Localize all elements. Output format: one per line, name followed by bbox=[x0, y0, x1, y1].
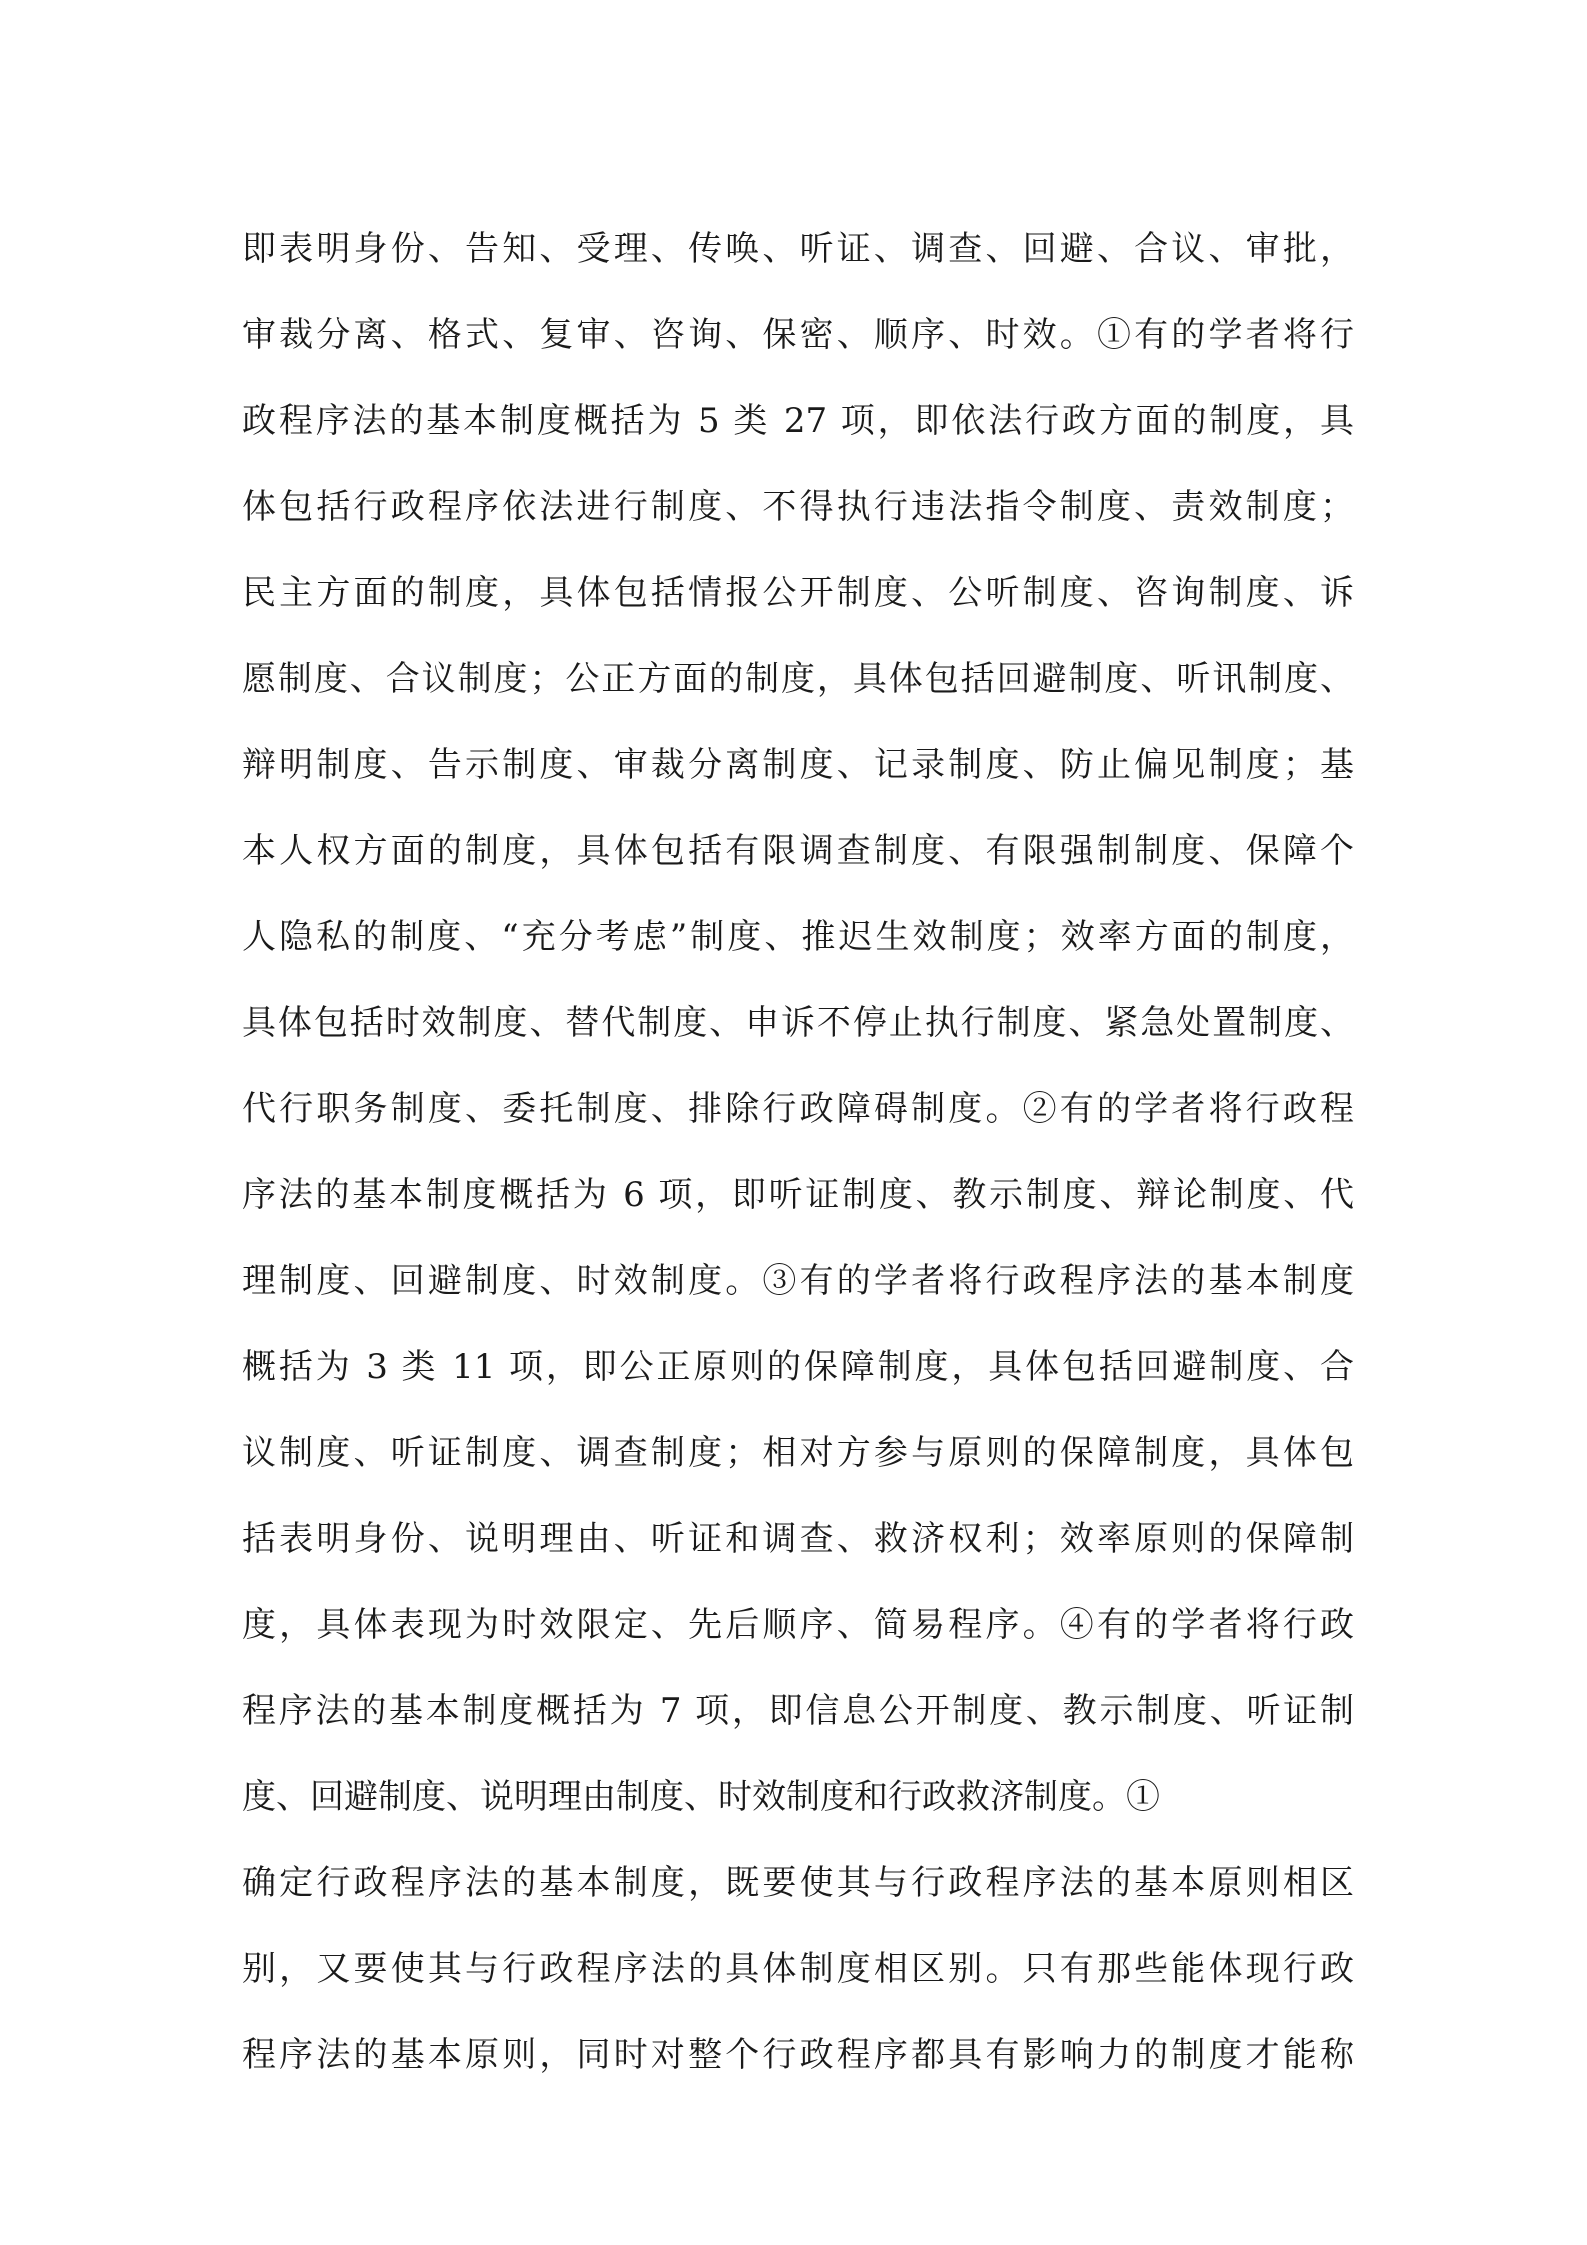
text-line: 议制度、听证制度、调查制度；相对方参与原则的保障制度，具体包 bbox=[242, 1433, 1354, 1473]
text-line: 审裁分离、格式、复审、咨询、保密、顺序、时效。①有的学者将行 bbox=[242, 315, 1354, 355]
text-line: 体包括行政程序依法进行制度、不得执行违法指令制度、责效制度； bbox=[242, 487, 1354, 527]
text-line: 概括为 3 类 11 项，即公正原则的保障制度，具体包括回避制度、合 bbox=[242, 1347, 1354, 1387]
text-line: 代行职务制度、委托制度、排除行政障碍制度。②有的学者将行政程 bbox=[242, 1089, 1354, 1129]
text-line: 辩明制度、告示制度、审裁分离制度、记录制度、防止偏见制度；基 bbox=[242, 745, 1354, 785]
text-line: 度，具体表现为时效限定、先后顺序、简易程序。④有的学者将行政 bbox=[242, 1605, 1354, 1645]
text-line: 具体包括时效制度、替代制度、申诉不停止执行制度、紧急处置制度、 bbox=[242, 1003, 1354, 1043]
text-line: 程序法的基本原则，同时对整个行政程序都具有影响力的制度才能称 bbox=[242, 2035, 1354, 2075]
text-line: 别，又要使其与行政程序法的具体制度相区别。只有那些能体现行政 bbox=[242, 1949, 1354, 1989]
text-line: 程序法的基本制度概括为 7 项，即信息公开制度、教示制度、听证制 bbox=[242, 1691, 1354, 1731]
text-line: 确定行政程序法的基本制度，既要使其与行政程序法的基本原则相区 bbox=[242, 1863, 1354, 1903]
text-line: 括表明身份、说明理由、听证和调查、救济权利；效率原则的保障制 bbox=[242, 1519, 1354, 1559]
text-line: 愿制度、合议制度；公正方面的制度，具体包括回避制度、听讯制度、 bbox=[242, 659, 1354, 699]
text-line: 度、回避制度、说明理由制度、时效制度和行政救济制度。① bbox=[242, 1777, 1160, 1817]
text-line: 人隐私的制度、“充分考虑”制度、推迟生效制度；效率方面的制度， bbox=[242, 917, 1354, 957]
text-line: 序法的基本制度概括为 6 项，即听证制度、教示制度、辩论制度、代 bbox=[242, 1175, 1354, 1215]
text-line: 政程序法的基本制度概括为 5 类 27 项，即依法行政方面的制度，具 bbox=[242, 401, 1354, 441]
text-line: 民主方面的制度，具体包括情报公开制度、公听制度、咨询制度、诉 bbox=[242, 573, 1354, 613]
text-line: 理制度、回避制度、时效制度。③有的学者将行政程序法的基本制度 bbox=[242, 1261, 1354, 1301]
text-line: 即表明身份、告知、受理、传唤、听证、调查、回避、合议、审批， bbox=[242, 229, 1354, 269]
body-text bbox=[242, 206, 1354, 2098]
text-line: 本人权方面的制度，具体包括有限调查制度、有限强制制度、保障个 bbox=[242, 831, 1354, 871]
